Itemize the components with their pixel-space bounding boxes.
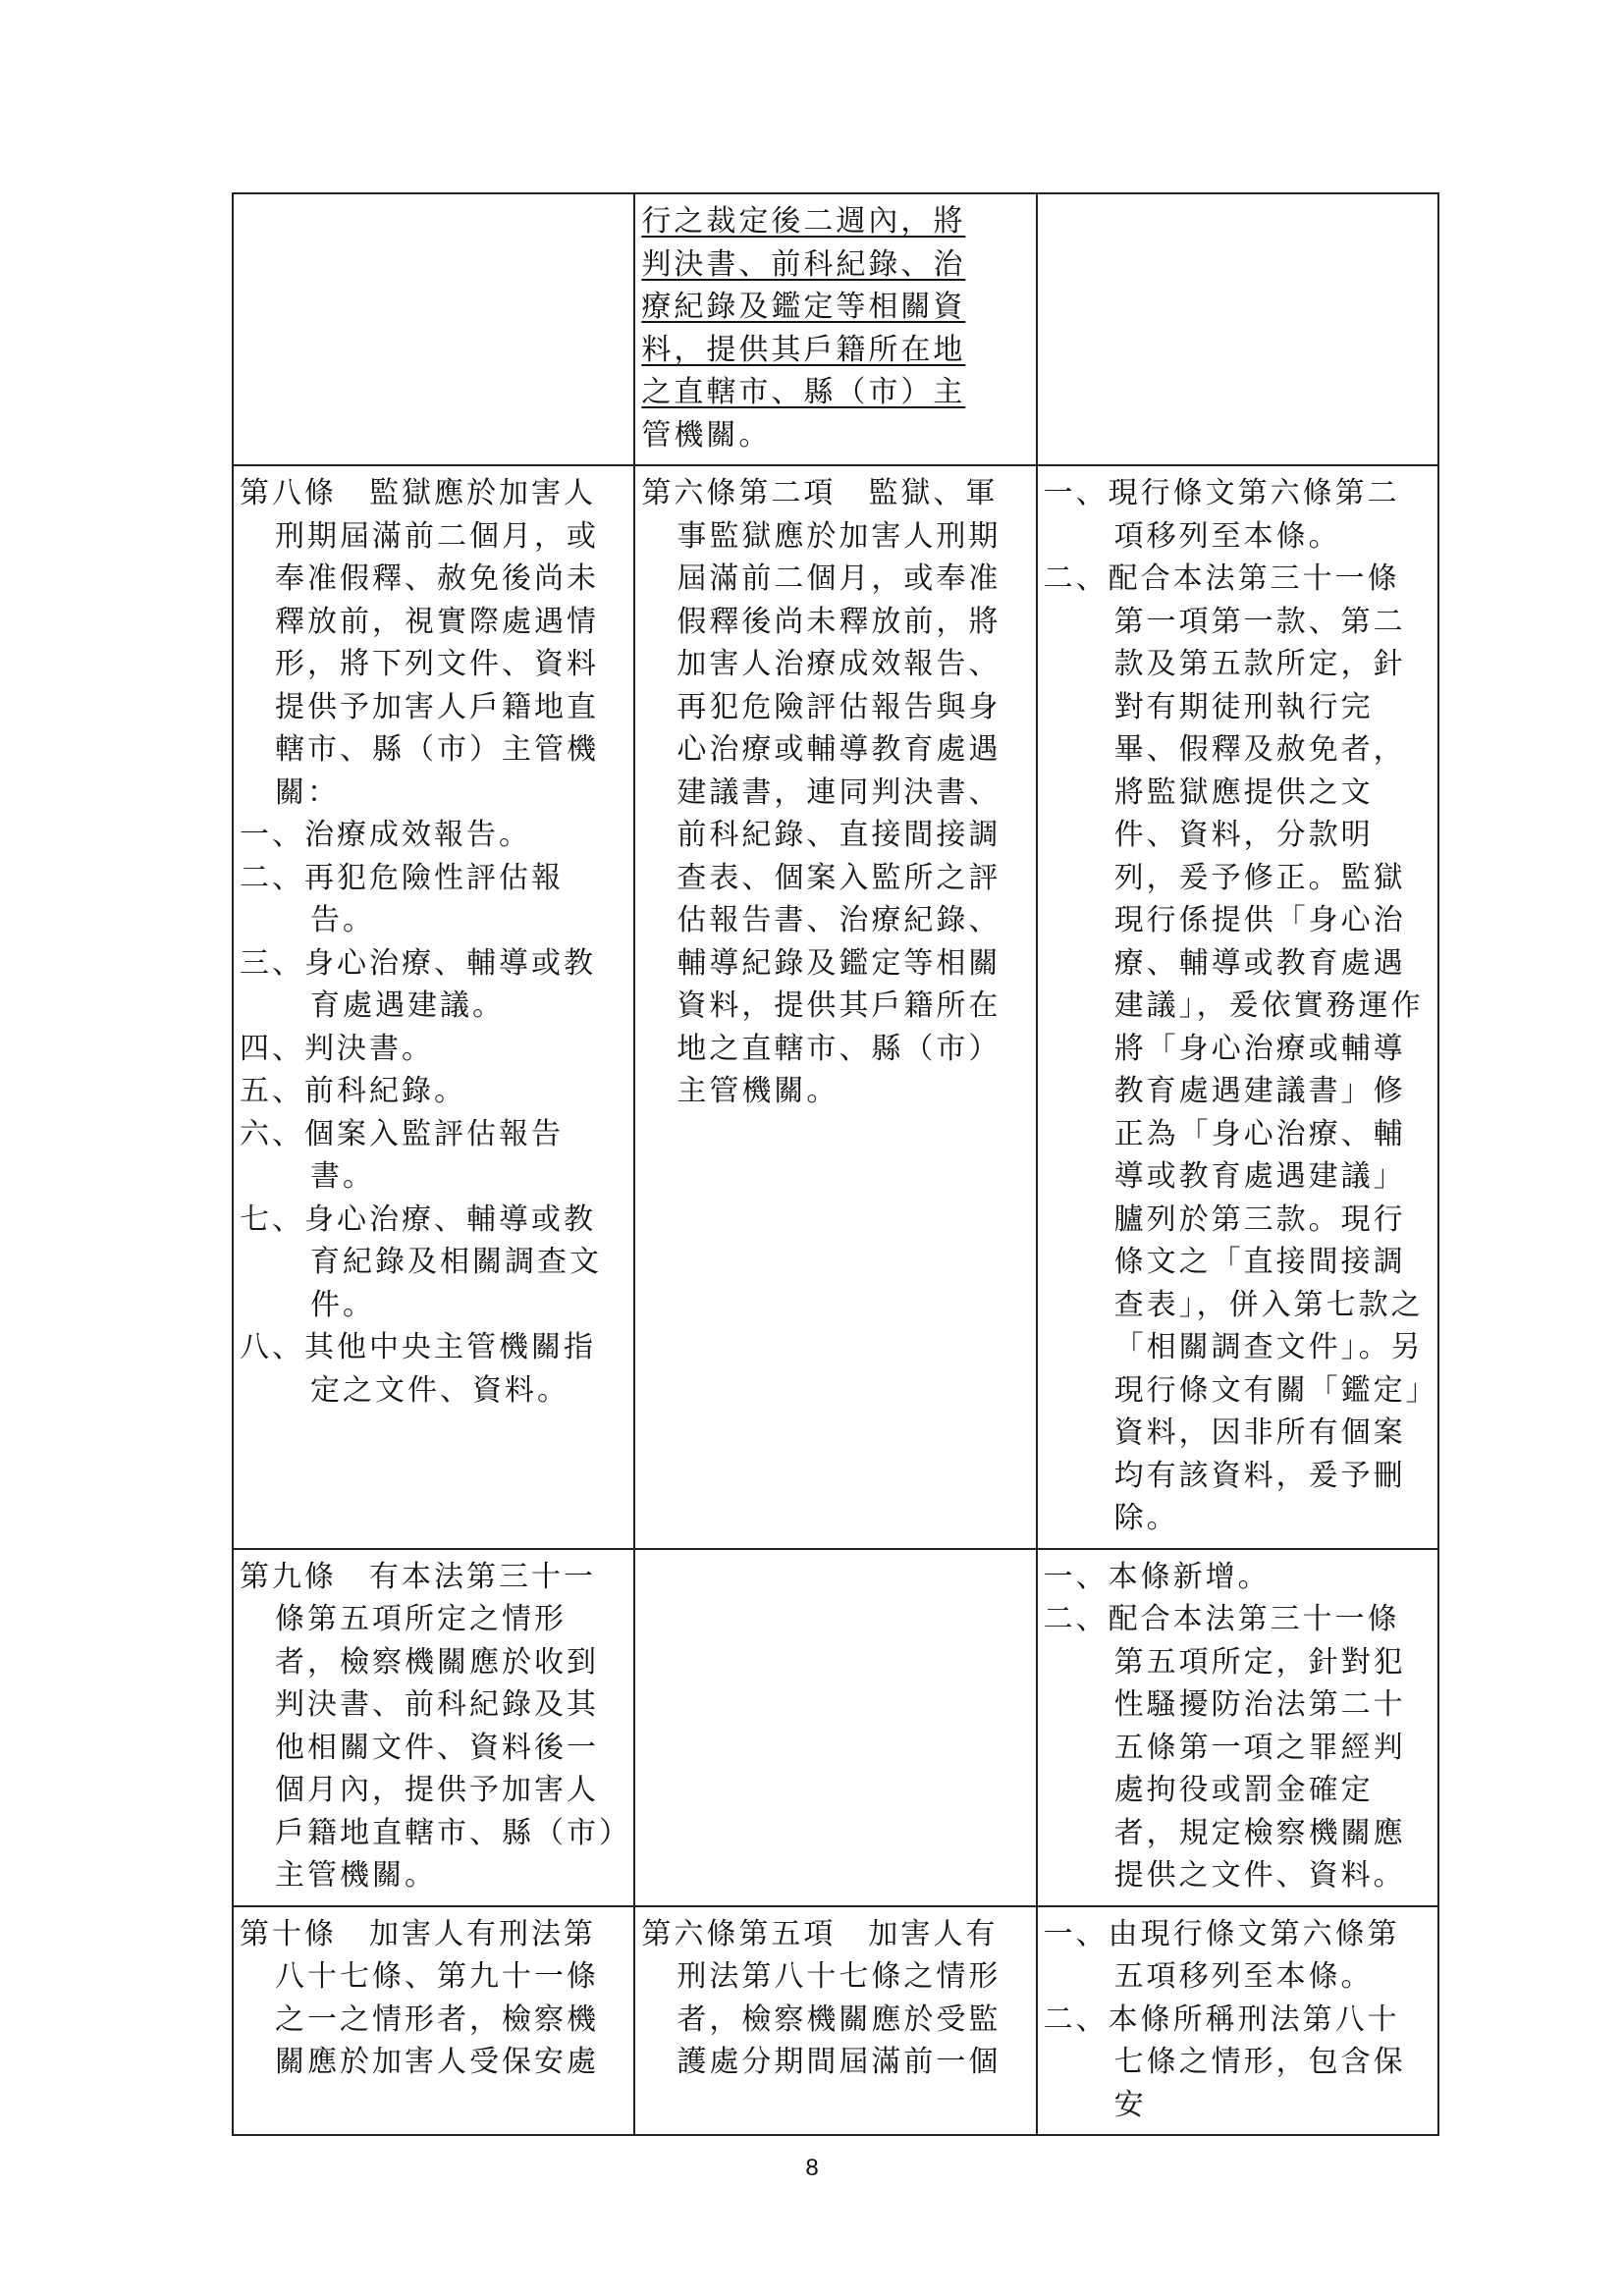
note-item: 二、本條所稱刑法第八十七條之情形，包含保安: [1043, 2002, 1406, 2122]
table-row: [233, 193, 1438, 465]
article-9-amended-cell: [233, 1549, 634, 1906]
article-8-item: 五、前科紀錄。: [240, 1074, 466, 1108]
article-9-note-cell: [1037, 1549, 1438, 1906]
row1-current-line: 判決書、前科紀錄、治: [641, 246, 966, 282]
article-8-intro: 第八條 監獄應於加害人刑期屆滿前二個月，或奉准假釋、赦免後尚未釋放前，視實際處遇情形，將下列文件、資料提供予加害人戶籍地直轄市、縣（市）主管機關：: [240, 476, 599, 810]
table-row: [233, 1549, 1438, 1906]
article-8-item: 二、再犯危險性評估報告。: [240, 860, 564, 937]
article-8-amended-cell: [233, 465, 634, 1549]
article-6-2-text: 第六條第二項 監獄、軍事監獄應於加害人刑期屆滿前二個月，或奉准假釋後尚未釋放前，將加害人治療成效報告、再犯危險評估報告與身心治療或輔導教育處遇建議書，連同判決書、前科紀錄、直接間接調查表、個案入監所之評估報告書、治療紀錄、輔導紀錄及鑑定等相關資料，提供其戶籍所在地之直轄市、縣（市）主管機關。: [641, 476, 1001, 1108]
article-10-note-cell: [1037, 1906, 1438, 2136]
article-8-item: 一、治療成效報告。: [240, 818, 531, 852]
article-9-current-cell: [634, 1549, 1036, 1906]
row1-current-line: 管機關。: [641, 417, 772, 453]
comparison-table: [232, 192, 1439, 2136]
row1-current-cell: [634, 193, 1036, 465]
note-item: 一、本條新增。: [1043, 1559, 1271, 1594]
article-8-note-cell: [1037, 465, 1438, 1549]
page-number: 8: [805, 2155, 819, 2181]
note-item: 一、由現行條文第六條第五項移列至本條。: [1043, 1916, 1400, 1994]
article-8-item: 八、其他中央主管機關指定之文件、資料。: [240, 1330, 596, 1408]
article-10-amended-cell: [233, 1906, 634, 2136]
article-6-5-current-cell: [634, 1906, 1036, 2136]
row1-note-cell: [1037, 193, 1438, 465]
table-row: [233, 1906, 1438, 2136]
article-8-item: 四、判決書。: [240, 1031, 434, 1066]
article-6-2-current-cell: [634, 465, 1036, 1549]
note-item: 二、配合本法第三十一條第五項所定，針對犯性騷擾防治法第二十五條第一項之罪經判處拘役或罰金確定者，規定檢察機關應提供之文件、資料。: [1043, 1602, 1406, 1893]
note-item: 二、配合本法第三十一條第一項第一款、第二款及第五款所定，針對有期徒刑執行完畢、假釋及赦免者，將監獄應提供之文件、資料，分款明列，爰予修正。監獄現行係提供「身心治療、輔導或教育處遇建議」，爰依實務運作將「身心治療或輔導教育處遇建議書」修正為「身心治療、輔導或教育處遇建議」臚列於第三款。現行條文之「直接間接調查表」，併入第七款之「相關調查文件」。另現行條文有關「鑑定」資料，因非所有個案均有該資料，爰予刪除。: [1043, 561, 1424, 1535]
article-10-text: 第十條 加害人有刑法第八十七條、第九十一條之一之情形者，檢察機關應於加害人受保安處: [240, 1916, 599, 2079]
note-item: 一、現行條文第六條第二項移列至本條。: [1043, 476, 1400, 554]
article-9-text: 第九條 有本法第三十一條第五項所定之情形者，檢察機關應於收到判決書、前科紀錄及其他相關文件、資料後一個月內，提供予加害人戶籍地直轄市、縣（市）主管機關。: [240, 1559, 617, 1893]
table-row: [233, 465, 1438, 1549]
row1-current-line: 之直轄市、縣（市）主: [641, 375, 966, 409]
row1-current-line: 料，提供其戶籍所在地: [641, 332, 966, 367]
row1-amended-cell: [233, 193, 634, 465]
article-8-item: 六、個案入監評估報告書。: [240, 1116, 564, 1194]
row1-current-line: 療紀錄及鑑定等相關資: [641, 290, 966, 324]
article-6-5-text: 第六條第五項 加害人有刑法第八十七條之情形者，檢察機關應於受監護處分期間屆滿前一個: [641, 1916, 1001, 2079]
row1-current-line: 行之裁定後二週內，將: [641, 204, 966, 239]
article-8-item: 七、身心治療、輔導或教育紀錄及相關調查文件。: [240, 1201, 602, 1322]
article-8-item: 三、身心治療、輔導或教育處遇建議。: [240, 945, 596, 1023]
